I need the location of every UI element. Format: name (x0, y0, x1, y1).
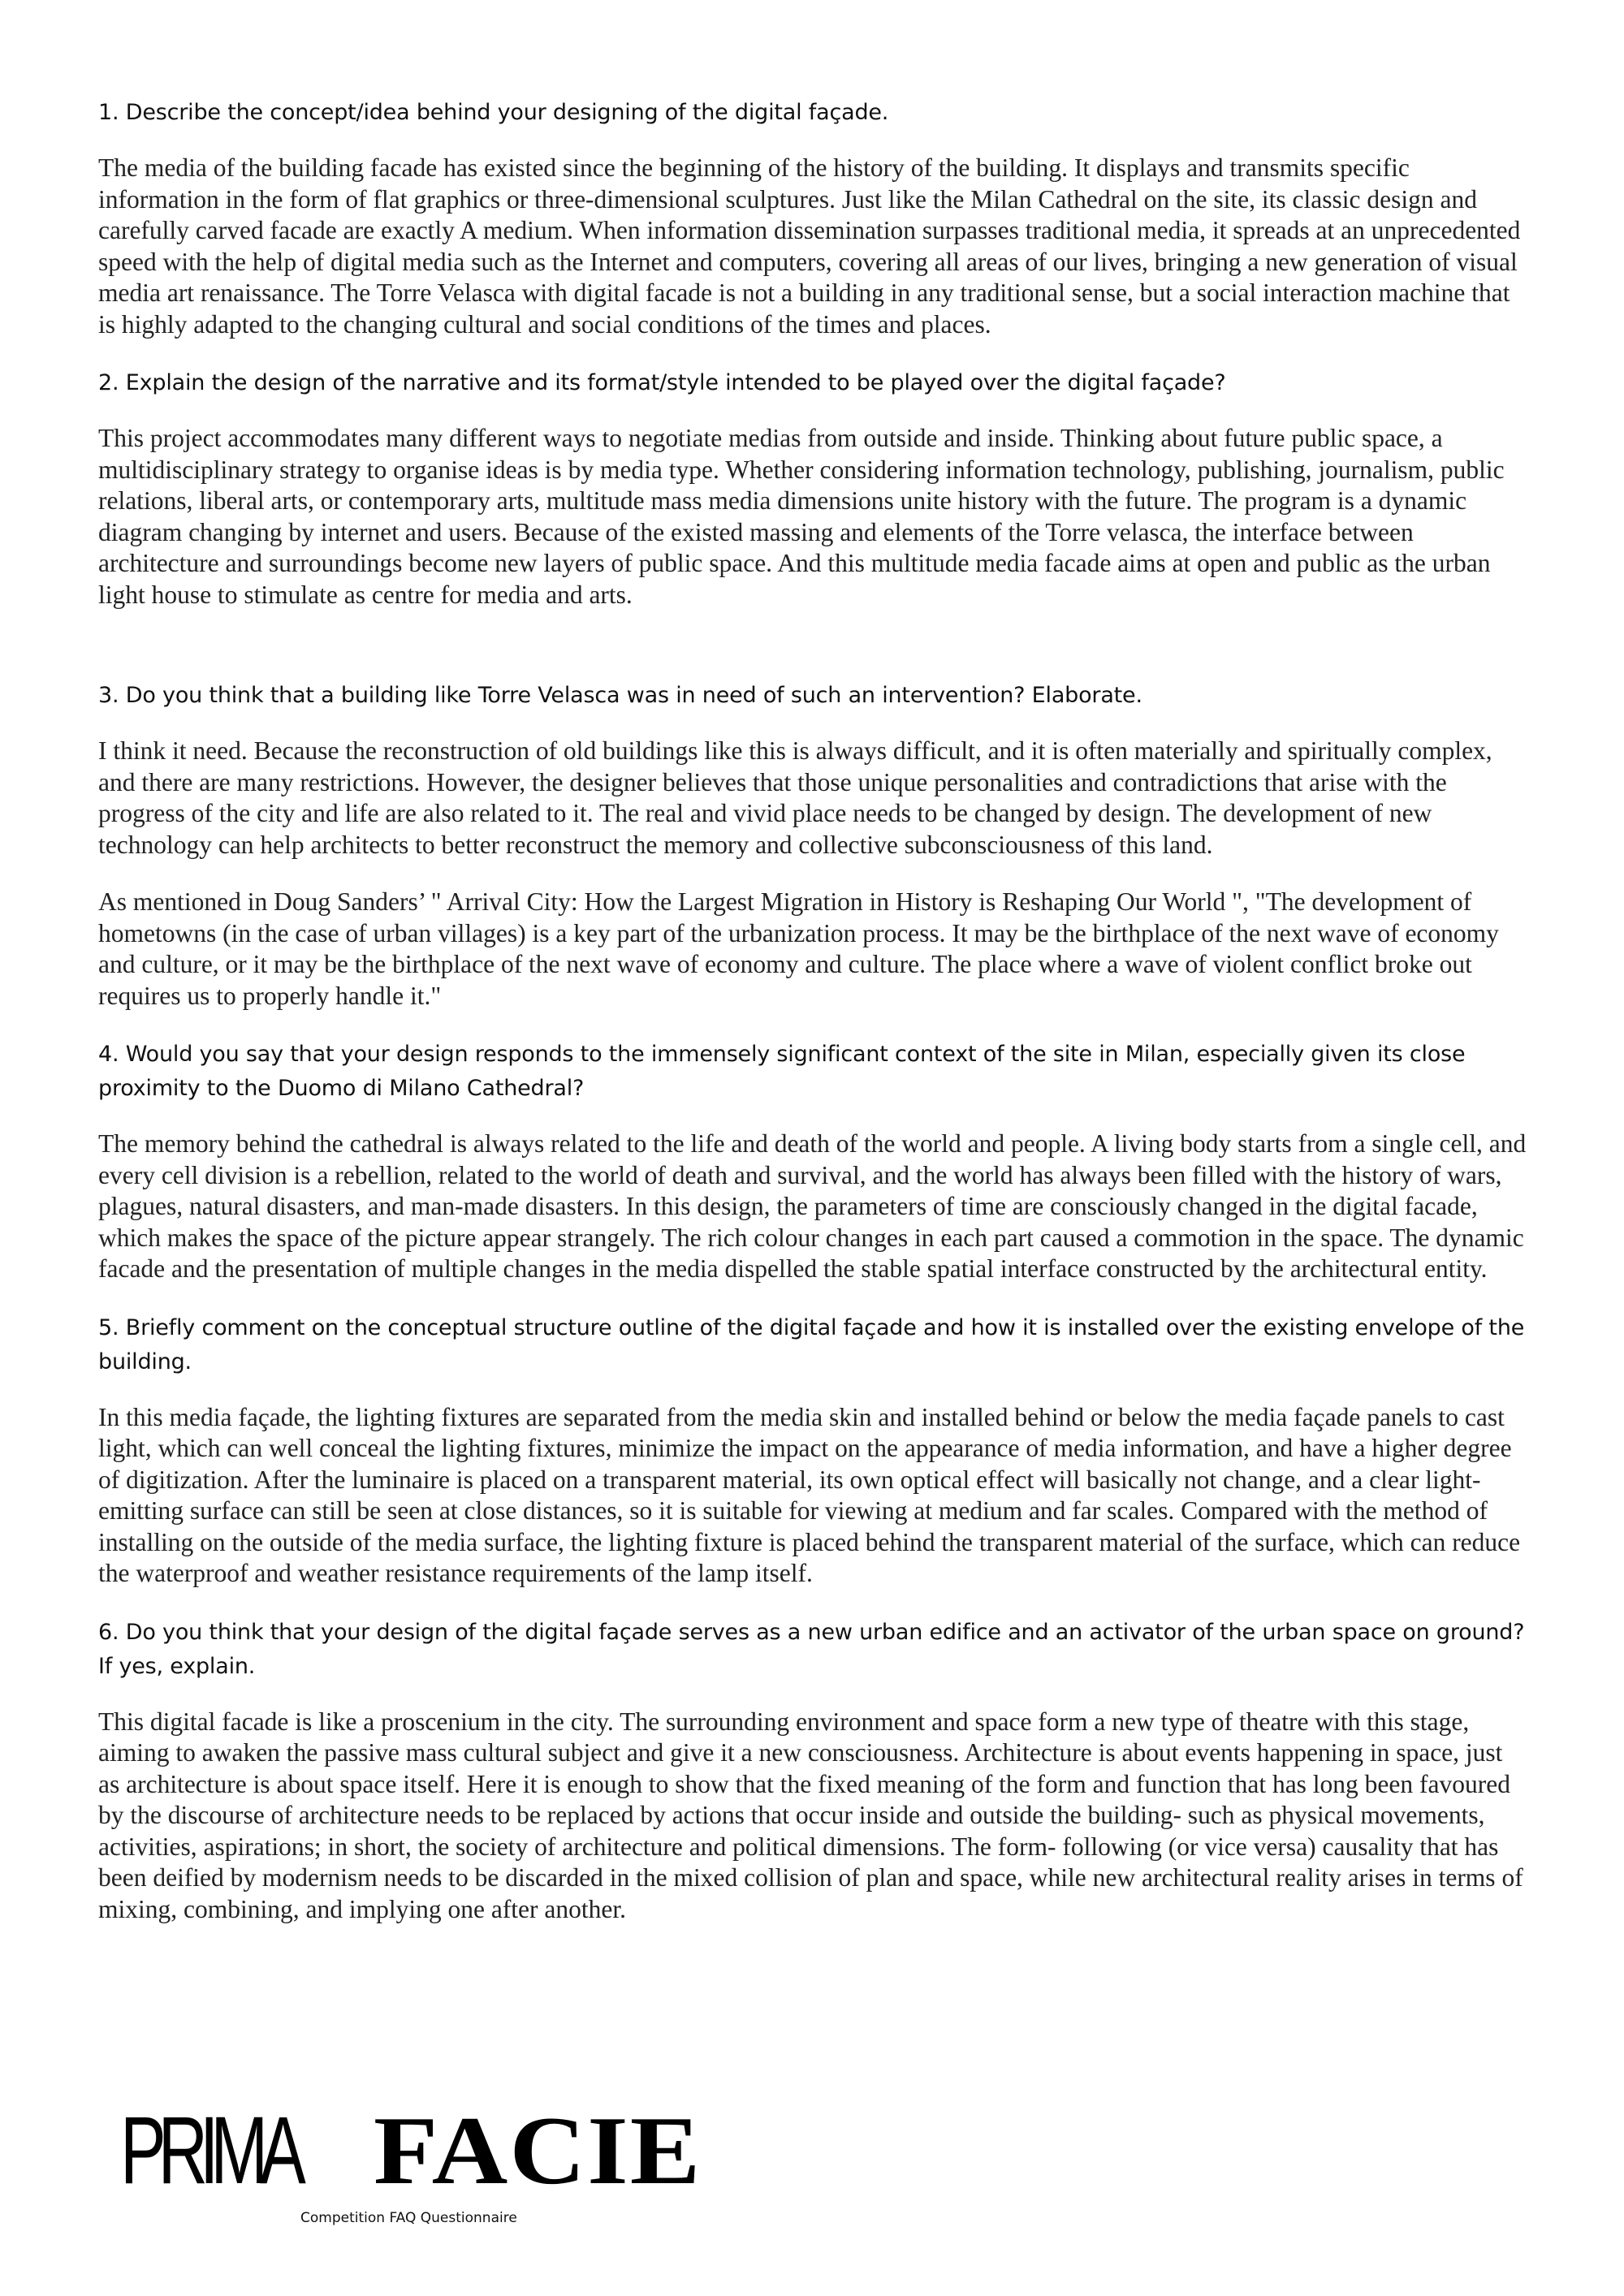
logo-prima-text: PRIMA (120, 2097, 298, 2204)
answer-2: This project accommodates many different ways to negotiate medias from outside and inside. Thinking about future public space, a multidisciplinary strategy to organise ideas is by media type. Whether considering information technology, publishing, journalism, public relations, liberal arts, or contemporary arts, multitude mass media dimensions unite history with the future. The program is a dynamic diagram changing by internet and users. Because of the existed massing and elements of the Torre velasca, the interface between architecture and surroundings become new layers of public space. And this multitude media facade aims at open and public as the urban light house to stimulate as centre for media and arts. (98, 424, 1505, 609)
answer-5: In this media façade, the lighting fixtures are separated from the media skin and installed behind or below the media façade panels to cast light, which can well conceal the lighting fixtures, minimize the impact on the appearance of media information, and have a higher degree of digitization. After the luminaire is placed on a transparent material, its own optical effect will basically not change, and a clear light-emitting surface can still be seen at close distances, so it is suitable for viewing at medium and far scales. Compared with the method of installing on the outside of the media surface, the lighting fixture is placed behind the transparent material of the surface, which can reduce the waterproof and weather resistance requirements of the lamp itself. (98, 1402, 1521, 1587)
question-2: 2. Explain the design of the narrative and its format/style intended to be played over the digital façade? (98, 370, 1226, 395)
section-spacer (98, 637, 1529, 679)
prima-facie-logo (120, 2096, 705, 2204)
question-4: 4. Would you say that your design responds to the immensely significant context of the site in Milan, especially given its close proximity to the Duomo di Milano Cathedral? (98, 1042, 1466, 1101)
logo-facie-text: FACIE (374, 2096, 702, 2204)
answer-4: The memory behind the cathedral is always related to the life and death of the world and people. A living body starts from a single cell, and every cell division is a rebellion, related to the world of death and survival, and the world has always been filled with the history of wars, plagues, natural disasters, and man-made disasters. In this design, the parameters of time are consciously changed in the digital facade, which makes the space of the picture appear strangely. The rich colour changes in each part caused a commotion in the space. The dynamic facade and the presentation of multiple changes in the media dispelled the stable spatial interface constructed by the architectural entity. (98, 1129, 1527, 1283)
answer-6: This digital facade is like a proscenium in the city. The surrounding environment and space form a new type of theatre with this stage, aiming to awaken the passive mass cultural subject and give it a new consciousness. Architecture is about events happening in space, just as architecture is about space itself. Here it is enough to show that the fixed meaning of the form and function that has long been favoured by the discourse of architecture needs to be replaced by actions that occur inside and outside the building- such as physical movements, activities, aspirations; in short, the society of architecture and political dimensions. The form- following (or vice versa) causality that has been deified by modernism needs to be discarded in the mixed collision of plan and space, while new architectural reality arises in terms of mixing, combining, and implying one after another. (98, 1707, 1523, 1923)
question-1: 1. Describe the concept/idea behind your designing of the digital façade. (98, 100, 889, 125)
answer-3a: I think it need. Because the reconstruction of old buildings like this is always difficult, and it is often materially and spiritually complex, and there are many restrictions. However, the designer believes that those unique personalities and contradictions that arise with the progress of the city and life are also related to it. The real and vivid place needs to be changed by design. The development of new technology can help architects to better reconstruct the memory and collective subconsciousness of this land. (98, 736, 1492, 859)
answer-3b: As mentioned in Doug Sanders’ " Arrival City: How the Largest Migration in History is Reshaping Our World ", "The development of hometowns (in the case of urban villages) is a key part of the urbanization process. It may be the birthplace of the next wave of economy and culture, or it may be the birthplace of the next wave of economy and culture. The place where a wave of violent conflict broke out requires us to properly handle it." (98, 887, 1499, 1010)
questionnaire-body (98, 96, 1529, 1951)
question-5: 5. Briefly comment on the conceptual structure outline of the digital façade and how it is installed over the existing envelope of the building. (98, 1314, 1525, 1375)
question-3: 3. Do you think that a building like Torre Velasca was in need of such an intervention? Elaborate. (98, 683, 1142, 708)
logo-caption: Competition FAQ Questionnaire (300, 2210, 517, 2226)
answer-1: The media of the building facade has existed since the beginning of the history of the building. It displays and transmits specific information in the form of flat graphics or three-dimensional sculptures. Just like the Milan Cathedral on the site, its classic design and carefully carved facade are exactly A medium. When information dissemination surpasses traditional media, it spreads at an unprecedented speed with the help of digital media such as the Internet and computers, covering all areas of our lives, bringing a new generation of visual media art renaissance. The Torre Velasca with digital facade is not a building in any traditional sense, but a social interaction machine that is highly adapted to the changing cultural and social conditions of the times and places. (98, 153, 1521, 339)
question-6: 6. Do you think that your design of the digital façade serves as a new urban edifice and an activator of the urban space on ground? If yes, explain. (98, 1619, 1525, 1679)
